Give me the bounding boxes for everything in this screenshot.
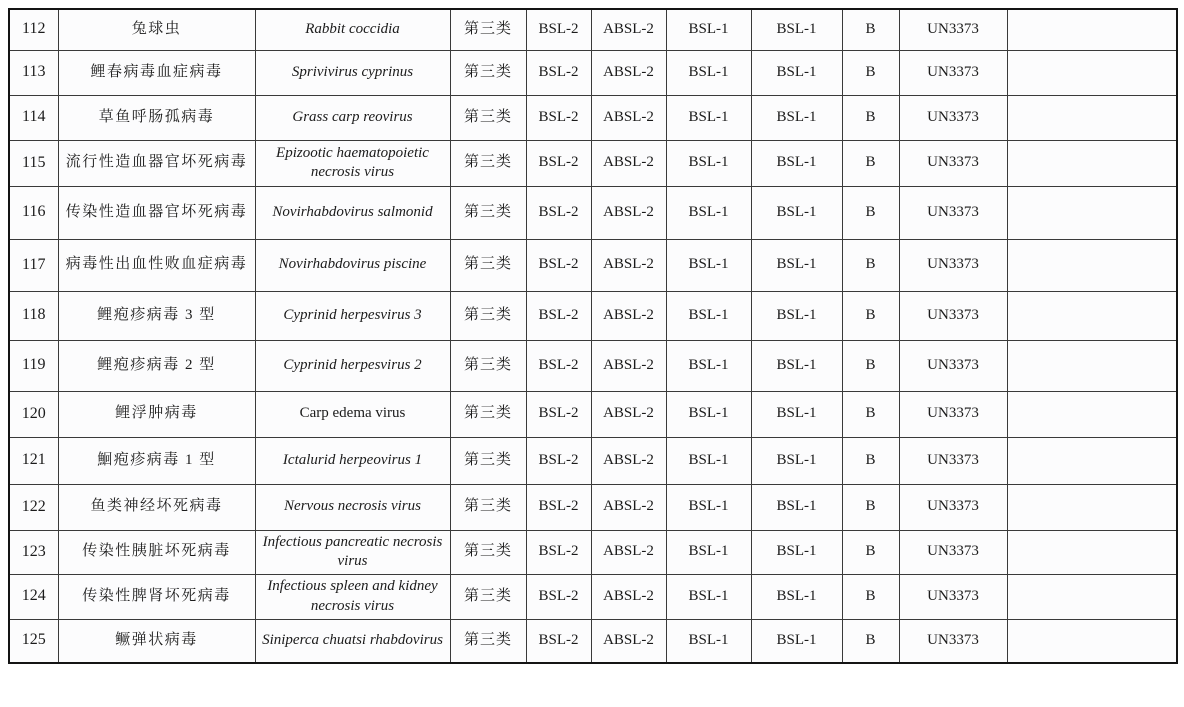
animal-absl-level: ABSL-2 [591,9,666,50]
bsl-level-a: BSL-1 [666,484,751,530]
pathogen-name-latin: Nervous necrosis virus [255,484,450,530]
row-number: 123 [9,530,58,574]
pathogen-name-chinese: 鲤疱疹病毒 2 型 [58,340,255,391]
un-shipping-number: UN3373 [899,484,1007,530]
remark-cell [1007,437,1177,484]
bsl-level-b: BSL-1 [751,50,842,95]
row-number: 112 [9,9,58,50]
un-shipping-number: UN3373 [899,239,1007,291]
lab-bsl-level: BSL-2 [526,186,591,239]
pathogen-name-chinese: 鲤春病毒血症病毒 [58,50,255,95]
hazard-category: 第三类 [450,340,526,391]
hazard-category: 第三类 [450,95,526,140]
hazard-category: 第三类 [450,574,526,619]
row-number: 117 [9,239,58,291]
pathogen-name-chinese: 鱼类神经坏死病毒 [58,484,255,530]
lab-bsl-level: BSL-2 [526,95,591,140]
row-number: 124 [9,574,58,619]
lab-bsl-level: BSL-2 [526,291,591,340]
lab-bsl-level: BSL-2 [526,574,591,619]
bsl-level-a: BSL-1 [666,140,751,186]
remark-cell [1007,186,1177,239]
hazard-category: 第三类 [450,9,526,50]
row-number: 122 [9,484,58,530]
pathogen-name-chinese: 传染性造血器官坏死病毒 [58,186,255,239]
bsl-level-a: BSL-1 [666,95,751,140]
hazard-category: 第三类 [450,239,526,291]
transport-group: B [842,484,899,530]
table-row [9,619,1177,663]
bsl-level-a: BSL-1 [666,291,751,340]
transport-group: B [842,95,899,140]
pathogen-name-latin: Cyprinid herpesvirus 3 [255,291,450,340]
hazard-category: 第三类 [450,186,526,239]
bsl-level-a: BSL-1 [666,340,751,391]
table-body [9,9,1177,663]
pathogen-name-latin: Novirhabdovirus salmonid [255,186,450,239]
remark-cell [1007,391,1177,437]
table-row [9,437,1177,484]
pathogen-name-chinese: 草鱼呼肠孤病毒 [58,95,255,140]
transport-group: B [842,437,899,484]
un-shipping-number: UN3373 [899,391,1007,437]
bsl-level-b: BSL-1 [751,619,842,663]
table-row [9,186,1177,239]
pathogen-name-latin: Rabbit coccidia [255,9,450,50]
un-shipping-number: UN3373 [899,186,1007,239]
table-row [9,140,1177,186]
row-number: 114 [9,95,58,140]
row-number: 115 [9,140,58,186]
remark-cell [1007,239,1177,291]
row-number: 120 [9,391,58,437]
bsl-level-b: BSL-1 [751,340,842,391]
remark-cell [1007,9,1177,50]
transport-group: B [842,391,899,437]
bsl-level-a: BSL-1 [666,239,751,291]
animal-absl-level: ABSL-2 [591,95,666,140]
animal-absl-level: ABSL-2 [591,50,666,95]
lab-bsl-level: BSL-2 [526,239,591,291]
pathogen-name-latin: Grass carp reovirus [255,95,450,140]
bsl-level-b: BSL-1 [751,391,842,437]
pathogen-name-chinese: 兔球虫 [58,9,255,50]
lab-bsl-level: BSL-2 [526,140,591,186]
bsl-level-b: BSL-1 [751,530,842,574]
lab-bsl-level: BSL-2 [526,619,591,663]
pathogen-name-latin: Carp edema virus [255,391,450,437]
lab-bsl-level: BSL-2 [526,50,591,95]
pathogen-name-chinese: 鮰疱疹病毒 1 型 [58,437,255,484]
table-row [9,574,1177,619]
bsl-level-a: BSL-1 [666,50,751,95]
row-number: 116 [9,186,58,239]
transport-group: B [842,340,899,391]
animal-absl-level: ABSL-2 [591,530,666,574]
bsl-level-a: BSL-1 [666,391,751,437]
remark-cell [1007,484,1177,530]
pathogen-name-latin: Siniperca chuatsi rhabdovirus [255,619,450,663]
bsl-level-b: BSL-1 [751,484,842,530]
lab-bsl-level: BSL-2 [526,340,591,391]
bsl-level-a: BSL-1 [666,186,751,239]
table-row [9,95,1177,140]
row-number: 118 [9,291,58,340]
table-row [9,50,1177,95]
transport-group: B [842,9,899,50]
animal-absl-level: ABSL-2 [591,619,666,663]
animal-absl-level: ABSL-2 [591,140,666,186]
hazard-category: 第三类 [450,50,526,95]
hazard-category: 第三类 [450,391,526,437]
un-shipping-number: UN3373 [899,340,1007,391]
table-row [9,484,1177,530]
row-number: 121 [9,437,58,484]
remark-cell [1007,340,1177,391]
hazard-category: 第三类 [450,484,526,530]
bsl-level-b: BSL-1 [751,574,842,619]
hazard-category: 第三类 [450,437,526,484]
bsl-level-a: BSL-1 [666,574,751,619]
bsl-level-b: BSL-1 [751,437,842,484]
un-shipping-number: UN3373 [899,140,1007,186]
remark-cell [1007,574,1177,619]
animal-absl-level: ABSL-2 [591,291,666,340]
transport-group: B [842,291,899,340]
animal-absl-level: ABSL-2 [591,186,666,239]
animal-absl-level: ABSL-2 [591,340,666,391]
pathogen-name-latin: Cyprinid herpesvirus 2 [255,340,450,391]
table-row [9,340,1177,391]
bsl-level-b: BSL-1 [751,239,842,291]
lab-bsl-level: BSL-2 [526,9,591,50]
pathogen-name-latin: Ictalurid herpeovirus 1 [255,437,450,484]
un-shipping-number: UN3373 [899,291,1007,340]
row-number: 125 [9,619,58,663]
lab-bsl-level: BSL-2 [526,391,591,437]
table-row [9,9,1177,50]
bsl-level-a: BSL-1 [666,437,751,484]
un-shipping-number: UN3373 [899,50,1007,95]
lab-bsl-level: BSL-2 [526,437,591,484]
pathogen-name-chinese: 鳜弹状病毒 [58,619,255,663]
transport-group: B [842,50,899,95]
remark-cell [1007,95,1177,140]
hazard-category: 第三类 [450,140,526,186]
bsl-level-a: BSL-1 [666,530,751,574]
remark-cell [1007,619,1177,663]
hazard-category: 第三类 [450,291,526,340]
pathogen-name-chinese: 鲤浮肿病毒 [58,391,255,437]
bsl-level-b: BSL-1 [751,140,842,186]
bsl-level-a: BSL-1 [666,9,751,50]
un-shipping-number: UN3373 [899,95,1007,140]
animal-absl-level: ABSL-2 [591,574,666,619]
table-row [9,291,1177,340]
transport-group: B [842,619,899,663]
remark-cell [1007,50,1177,95]
animal-absl-level: ABSL-2 [591,437,666,484]
un-shipping-number: UN3373 [899,530,1007,574]
pathogen-name-chinese: 流行性造血器官坏死病毒 [58,140,255,186]
hazard-category: 第三类 [450,619,526,663]
pathogen-name-latin: Epizootic haematopoietic necrosis virus [255,140,450,186]
transport-group: B [842,186,899,239]
lab-bsl-level: BSL-2 [526,530,591,574]
table-row [9,239,1177,291]
pathogen-name-latin: Novirhabdovirus piscine [255,239,450,291]
animal-absl-level: ABSL-2 [591,239,666,291]
un-shipping-number: UN3373 [899,9,1007,50]
un-shipping-number: UN3373 [899,574,1007,619]
transport-group: B [842,239,899,291]
transport-group: B [842,574,899,619]
pathogen-name-chinese: 传染性胰脏坏死病毒 [58,530,255,574]
pathogen-name-chinese: 传染性脾肾坏死病毒 [58,574,255,619]
transport-group: B [842,140,899,186]
remark-cell [1007,291,1177,340]
un-shipping-number: UN3373 [899,619,1007,663]
pathogen-name-chinese: 病毒性出血性败血症病毒 [58,239,255,291]
row-number: 113 [9,50,58,95]
remark-cell [1007,140,1177,186]
animal-absl-level: ABSL-2 [591,484,666,530]
remark-cell [1007,530,1177,574]
bsl-level-b: BSL-1 [751,9,842,50]
table-row [9,530,1177,574]
bsl-level-b: BSL-1 [751,186,842,239]
un-shipping-number: UN3373 [899,437,1007,484]
bsl-level-a: BSL-1 [666,619,751,663]
pathogen-name-chinese: 鲤疱疹病毒 3 型 [58,291,255,340]
pathogen-name-latin: Sprivivirus cyprinus [255,50,450,95]
table-row [9,391,1177,437]
pathogen-table [8,8,1178,664]
transport-group: B [842,530,899,574]
animal-absl-level: ABSL-2 [591,391,666,437]
row-number: 119 [9,340,58,391]
bsl-level-b: BSL-1 [751,291,842,340]
pathogen-name-latin: Infectious pancreatic necrosis virus [255,530,450,574]
pathogen-name-latin: Infectious spleen and kidney necrosis virus [255,574,450,619]
bsl-level-b: BSL-1 [751,95,842,140]
lab-bsl-level: BSL-2 [526,484,591,530]
hazard-category: 第三类 [450,530,526,574]
